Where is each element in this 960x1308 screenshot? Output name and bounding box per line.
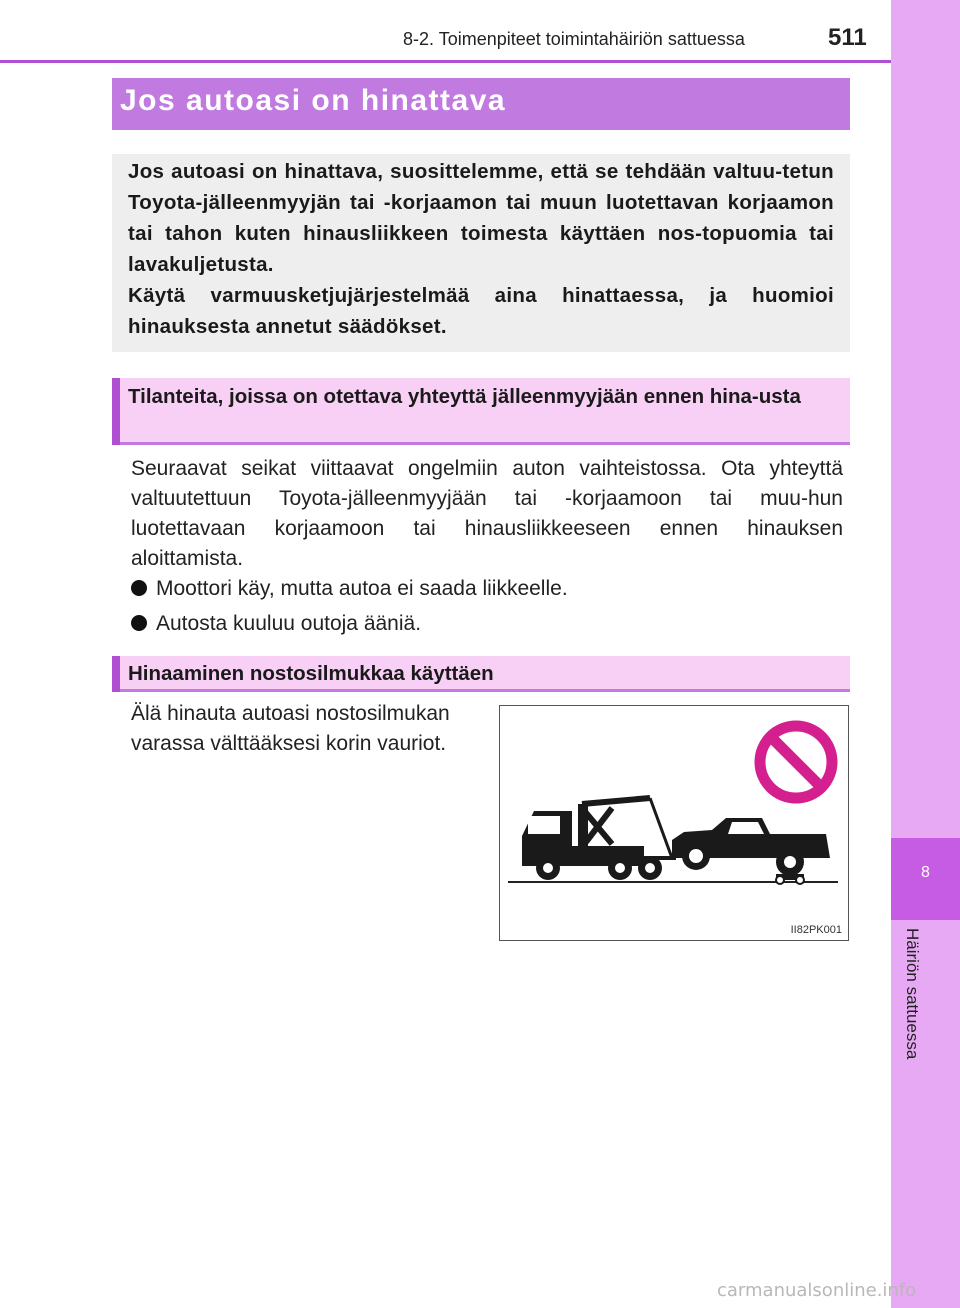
chapter-title: Häiriön sattuessa: [903, 928, 922, 1060]
subheading-text: Tilanteita, joissa on otettava yhteyttä jälleenmyyjään ennen hina-usta: [128, 385, 801, 408]
section-title: Jos autoasi on hinattava: [120, 84, 507, 117]
towing-eyelet-line-1: Älä hinauta autoasi nostosilmukan: [131, 702, 450, 725]
watermark: carmanualsonline.info: [717, 1280, 917, 1301]
tow-truck-illustration: [500, 706, 848, 940]
intro-paragraph-1: Jos autoasi on hinattava, suosittelemme, että se tehdään valtuu-tetun Toyota-jälleenmyyjän tai -korjaamon tai muun luotettavan korjaamon tai tahon kuten hinausliikkeen toimesta käyttäen nos-topuomia tai lavakuljetusta.: [128, 160, 834, 276]
bullet-item: [131, 574, 568, 604]
bullet-text: Autosta kuuluu outoja ääniä.: [156, 612, 422, 635]
prohibition-icon: [760, 726, 832, 798]
towing-illustration: [499, 705, 849, 941]
towing-eyelet-line-2: varassa välttääksesi korin vauriot.: [131, 732, 447, 755]
dealer-contact-paragraph: Seuraavat seikat viittaavat ongelmiin auton vaihteistossa. Ota yhteyttä valtuutettuun Toyota-jälleenmyyjään tai -korjaamoon tai muu-hun luotettavaan korjaamoon tai hinausliikkeeseen ennen hinauksen aloittamista.: [131, 457, 843, 570]
intro-text: [128, 156, 834, 342]
pickup-truck-icon: [672, 818, 830, 884]
towing-eyelet-paragraph: [131, 699, 491, 759]
bullet-item: [131, 609, 421, 639]
chapter-number: 8: [921, 864, 930, 881]
running-head: 8-2. Toimenpiteet toimintahäiriön sattuessa: [403, 29, 745, 49]
bullet-icon: [131, 580, 147, 596]
chapter-side-tab: [891, 0, 960, 1308]
figure-code: II82PK001: [790, 924, 842, 936]
subheading-accent: [112, 656, 120, 692]
header-rule: [0, 60, 891, 63]
page-number: 511: [828, 24, 867, 51]
subheading-text: Hinaaminen nostosilmukkaa käyttäen: [128, 662, 494, 685]
subheading-towing-eyelet: [112, 656, 850, 692]
tow-truck-icon: [522, 798, 676, 880]
bullet-icon: [131, 615, 147, 631]
subheading-dealer-contact: [112, 378, 850, 445]
intro-paragraph-2: Käytä varmuusketjujärjestelmää aina hinattaessa, ja huomioi hinauksesta annetut säädökset.: [128, 284, 834, 338]
bullet-text: Moottori käy, mutta autoa ei saada liikkeelle.: [156, 577, 568, 600]
subheading-accent: [112, 378, 120, 445]
